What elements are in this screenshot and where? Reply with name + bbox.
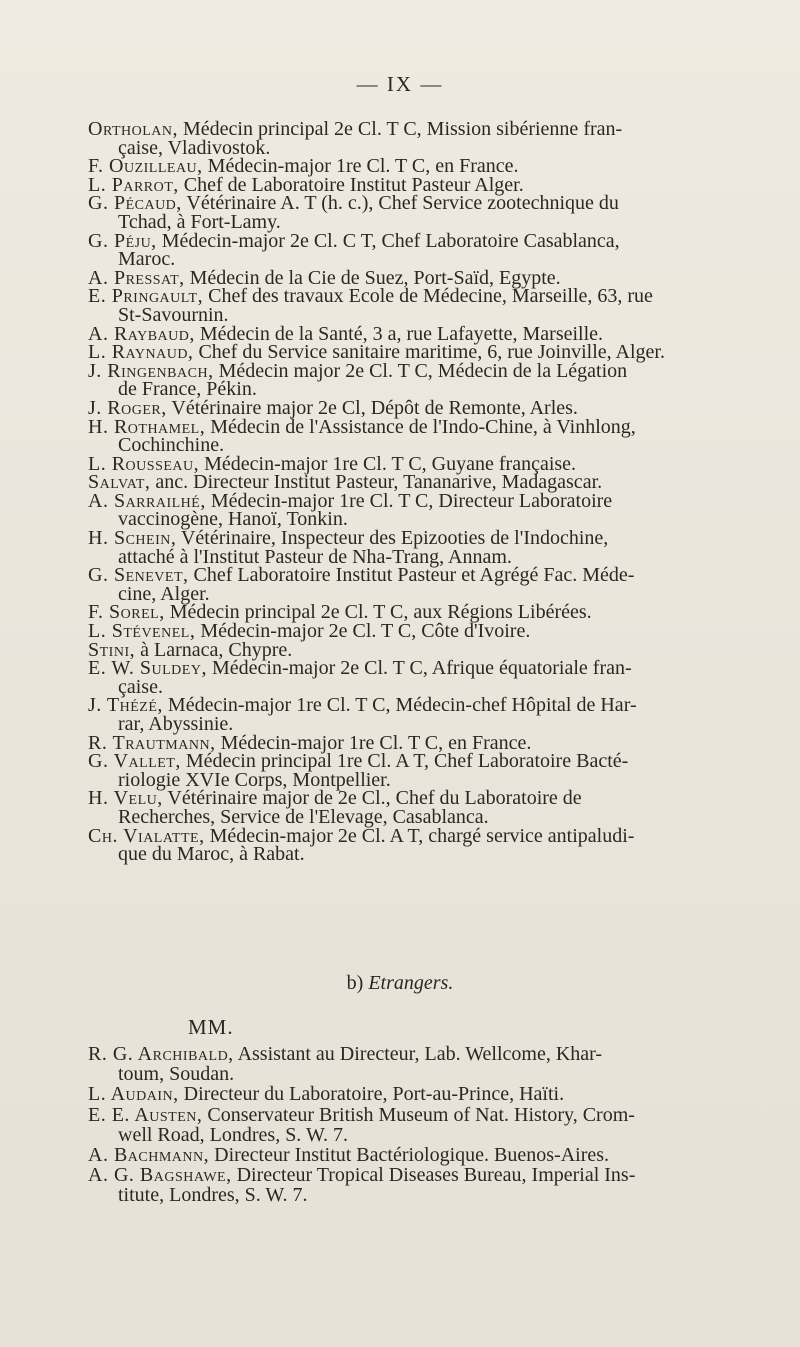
member-description-continued: vaccinogène, Hanoï, Tonkin. [118, 508, 348, 531]
list-item [88, 1165, 736, 1205]
member-description: Directeur Institut Bactériologique. Buenos-Aires. [209, 1144, 610, 1167]
list-item [88, 696, 736, 733]
list-item [88, 359, 736, 401]
list-item [88, 120, 736, 157]
member-description: Conservateur British Museum of Nat. History, Crom- [202, 1103, 635, 1126]
member-description: Directeur du Laboratoire, Port-au-Prince, Haïti. [178, 1083, 565, 1106]
member-description-continued: çaise. [118, 675, 163, 698]
member-name: F. Ouzilleau, [88, 155, 203, 178]
member-name: L. Stévenel, [88, 620, 196, 643]
list-item [88, 1105, 736, 1145]
member-name: E. E. Austen, [88, 1103, 203, 1126]
member-description: Médecin major 2e Cl. T C, Médecin de la Légation [213, 359, 628, 382]
section-label: b) [346, 972, 364, 994]
member-description: à Larnaca, Chypre. [135, 638, 293, 661]
member-name: G. Senevet, [88, 564, 189, 587]
member-description-continued: Cochinchine. [118, 434, 225, 457]
list-item [88, 1084, 736, 1104]
list-item [88, 287, 736, 324]
member-description: anc. Directeur Institut Pasteur, Tananarive, Madagascar. [150, 471, 603, 494]
member-description-continued: well Road, Londres, S. W. 7. [118, 1123, 348, 1146]
member-name: A. Sarrailhé, [88, 489, 206, 512]
member-description: Chef Laboratoire Institut Pasteur et Agrégé Fac. Méde- [188, 564, 635, 587]
member-name: J. Thézé, [88, 694, 163, 717]
member-description: Médecin-major 2e Cl. C T, Chef Laboratoire Casablanca, [156, 229, 620, 252]
member-description: Médecin de la Santé, 3 a, rue Lafayette, Marseille. [194, 322, 604, 345]
member-description-continued: attaché à l'Institut Pasteur de Nha-Trang, Annam. [118, 545, 512, 568]
member-description: Vétérinaire, Inspecteur des Epizooties de l'Indochine, [176, 527, 609, 550]
member-description-continued: Recherches, Service de l'Elevage, Casablanca. [118, 805, 489, 828]
member-description: Vétérinaire major de 2e Cl., Chef du Laboratoire de [162, 787, 582, 810]
salutation-mm: MM. [188, 1015, 234, 1039]
list-item [88, 659, 736, 696]
member-description: Chef des travaux Ecole de Médecine, Marseille, 63, rue [203, 285, 653, 308]
page-number: — IX — [356, 72, 444, 96]
member-description: Médecin-major 2e Cl. T C, Afrique équatoriale fran- [206, 657, 632, 680]
member-name: Ortholan, [88, 118, 178, 140]
member-name: Stini, [88, 638, 136, 661]
member-description: Directeur Tropical Diseases Bureau, Imperial Ins- [231, 1164, 636, 1187]
section-heading [0, 972, 800, 995]
list-item [88, 752, 736, 789]
member-name: J. Roger, [88, 396, 167, 419]
member-name: H. Schein, [88, 527, 177, 550]
member-description: Médecin-major 1re Cl. T C, en France. [215, 731, 532, 754]
member-name: A. Bachmann, [88, 1144, 210, 1167]
member-description-continued: çaise, Vladivostok. [118, 136, 271, 159]
member-name: A. Raybaud, [88, 322, 195, 345]
member-name: L. Rousseau, [88, 452, 200, 475]
member-name: H. Velu, [88, 787, 163, 810]
member-name: R. G. Archibald, [88, 1043, 234, 1065]
list-item [88, 229, 736, 271]
member-description: Médecin de l'Assistance de l'Indo-Chine, à Vinhlong, [205, 415, 636, 438]
member-description: Vétérinaire major 2e Cl, Dépôt de Remonte, Arles. [166, 396, 578, 419]
list-item [88, 566, 736, 603]
member-name: G. Vallet, [88, 750, 181, 773]
member-description: Médecin-major 1re Cl. T C, Directeur Laboratoire [205, 489, 613, 512]
list-item [88, 415, 736, 457]
list-item [88, 194, 736, 231]
list-item [88, 1145, 736, 1165]
member-name: F. Sorel, [88, 601, 165, 624]
member-description: Médecin principal 1re Cl. A T, Chef Laboratoire Bacté- [180, 750, 629, 773]
member-name: J. Ringenbach, [88, 359, 214, 382]
member-description-continued: riologie XVIe Corps, Montpellier. [118, 768, 391, 791]
member-description-continued: St-Savournin. [118, 303, 229, 326]
member-description: Médecin principal 2e Cl. T C, Mission sibérienne fran- [178, 118, 623, 140]
member-name: E. W. Suldey, [88, 657, 207, 680]
member-description: Médecin-major 1re Cl. T C, en France. [202, 155, 519, 178]
member-list-foreign [88, 1044, 736, 1206]
member-description-continued: titute, Londres, S. W. 7. [118, 1184, 308, 1207]
member-description-continued: Maroc. [118, 248, 176, 271]
member-description: Assistant au Directeur, Lab. Wellcome, Khar- [233, 1043, 603, 1065]
list-item [88, 529, 736, 566]
member-description: Médecin de la Cie de Suez, Port-Saïd, Egypte. [184, 266, 561, 289]
member-description-continued: rar, Abyssinie. [118, 713, 234, 735]
member-description: Médecin-major 2e Cl. A T, chargé service antipaludi- [204, 824, 635, 847]
member-description: Chef de Laboratoire Institut Pasteur Alger. [178, 173, 524, 196]
member-name: A. Pressat, [88, 266, 185, 289]
member-description-continued: toum, Soudan. [118, 1063, 235, 1086]
member-description-continued: de France, Pékin. [118, 378, 257, 401]
member-description: Médecin-major 2e Cl. T C, Côte d'Ivoire. [195, 620, 531, 643]
list-item [88, 1044, 736, 1084]
member-description-continued: que du Maroc, à Rabat. [118, 843, 305, 866]
member-name: H. Rothamel, [88, 415, 206, 438]
member-description: Chef du Service sanitaire maritime, 6, rue Joinville, Alger. [193, 341, 665, 364]
member-description: Médecin-major 1re Cl. T C, Médecin-chef Hôpital de Har- [162, 694, 637, 717]
section-title: Etrangers. [368, 972, 454, 994]
member-list-french [88, 120, 736, 864]
member-name: R. Trautmann, [88, 731, 216, 754]
member-description: Vétérinaire A. T (h. c.), Chef Service zootechnique du [181, 192, 619, 215]
member-name: L. Audain, [88, 1083, 179, 1106]
list-item [88, 789, 736, 826]
member-name: L. Raynaud, [88, 341, 194, 364]
member-description: Médecin-major 1re Cl. T C, Guyane française. [199, 452, 577, 475]
member-name: Salvat, [88, 471, 151, 494]
member-description-continued: cine, Alger. [118, 582, 210, 605]
member-name: L. Parrot, [88, 173, 179, 196]
list-item [88, 489, 736, 531]
member-name: G. Pécaud, [88, 192, 182, 215]
member-name: G. Péju, [88, 229, 157, 252]
member-name: A. G. Bagshawe, [88, 1164, 232, 1187]
list-item [88, 824, 736, 866]
member-name: Ch. Vialatte, [88, 824, 205, 847]
member-description: Médecin principal 2e Cl. T C, aux Régions Libérées. [164, 601, 592, 624]
member-description-continued: Tchad, à Fort-Lamy. [118, 210, 281, 233]
member-name: E. Pringault, [88, 285, 204, 308]
